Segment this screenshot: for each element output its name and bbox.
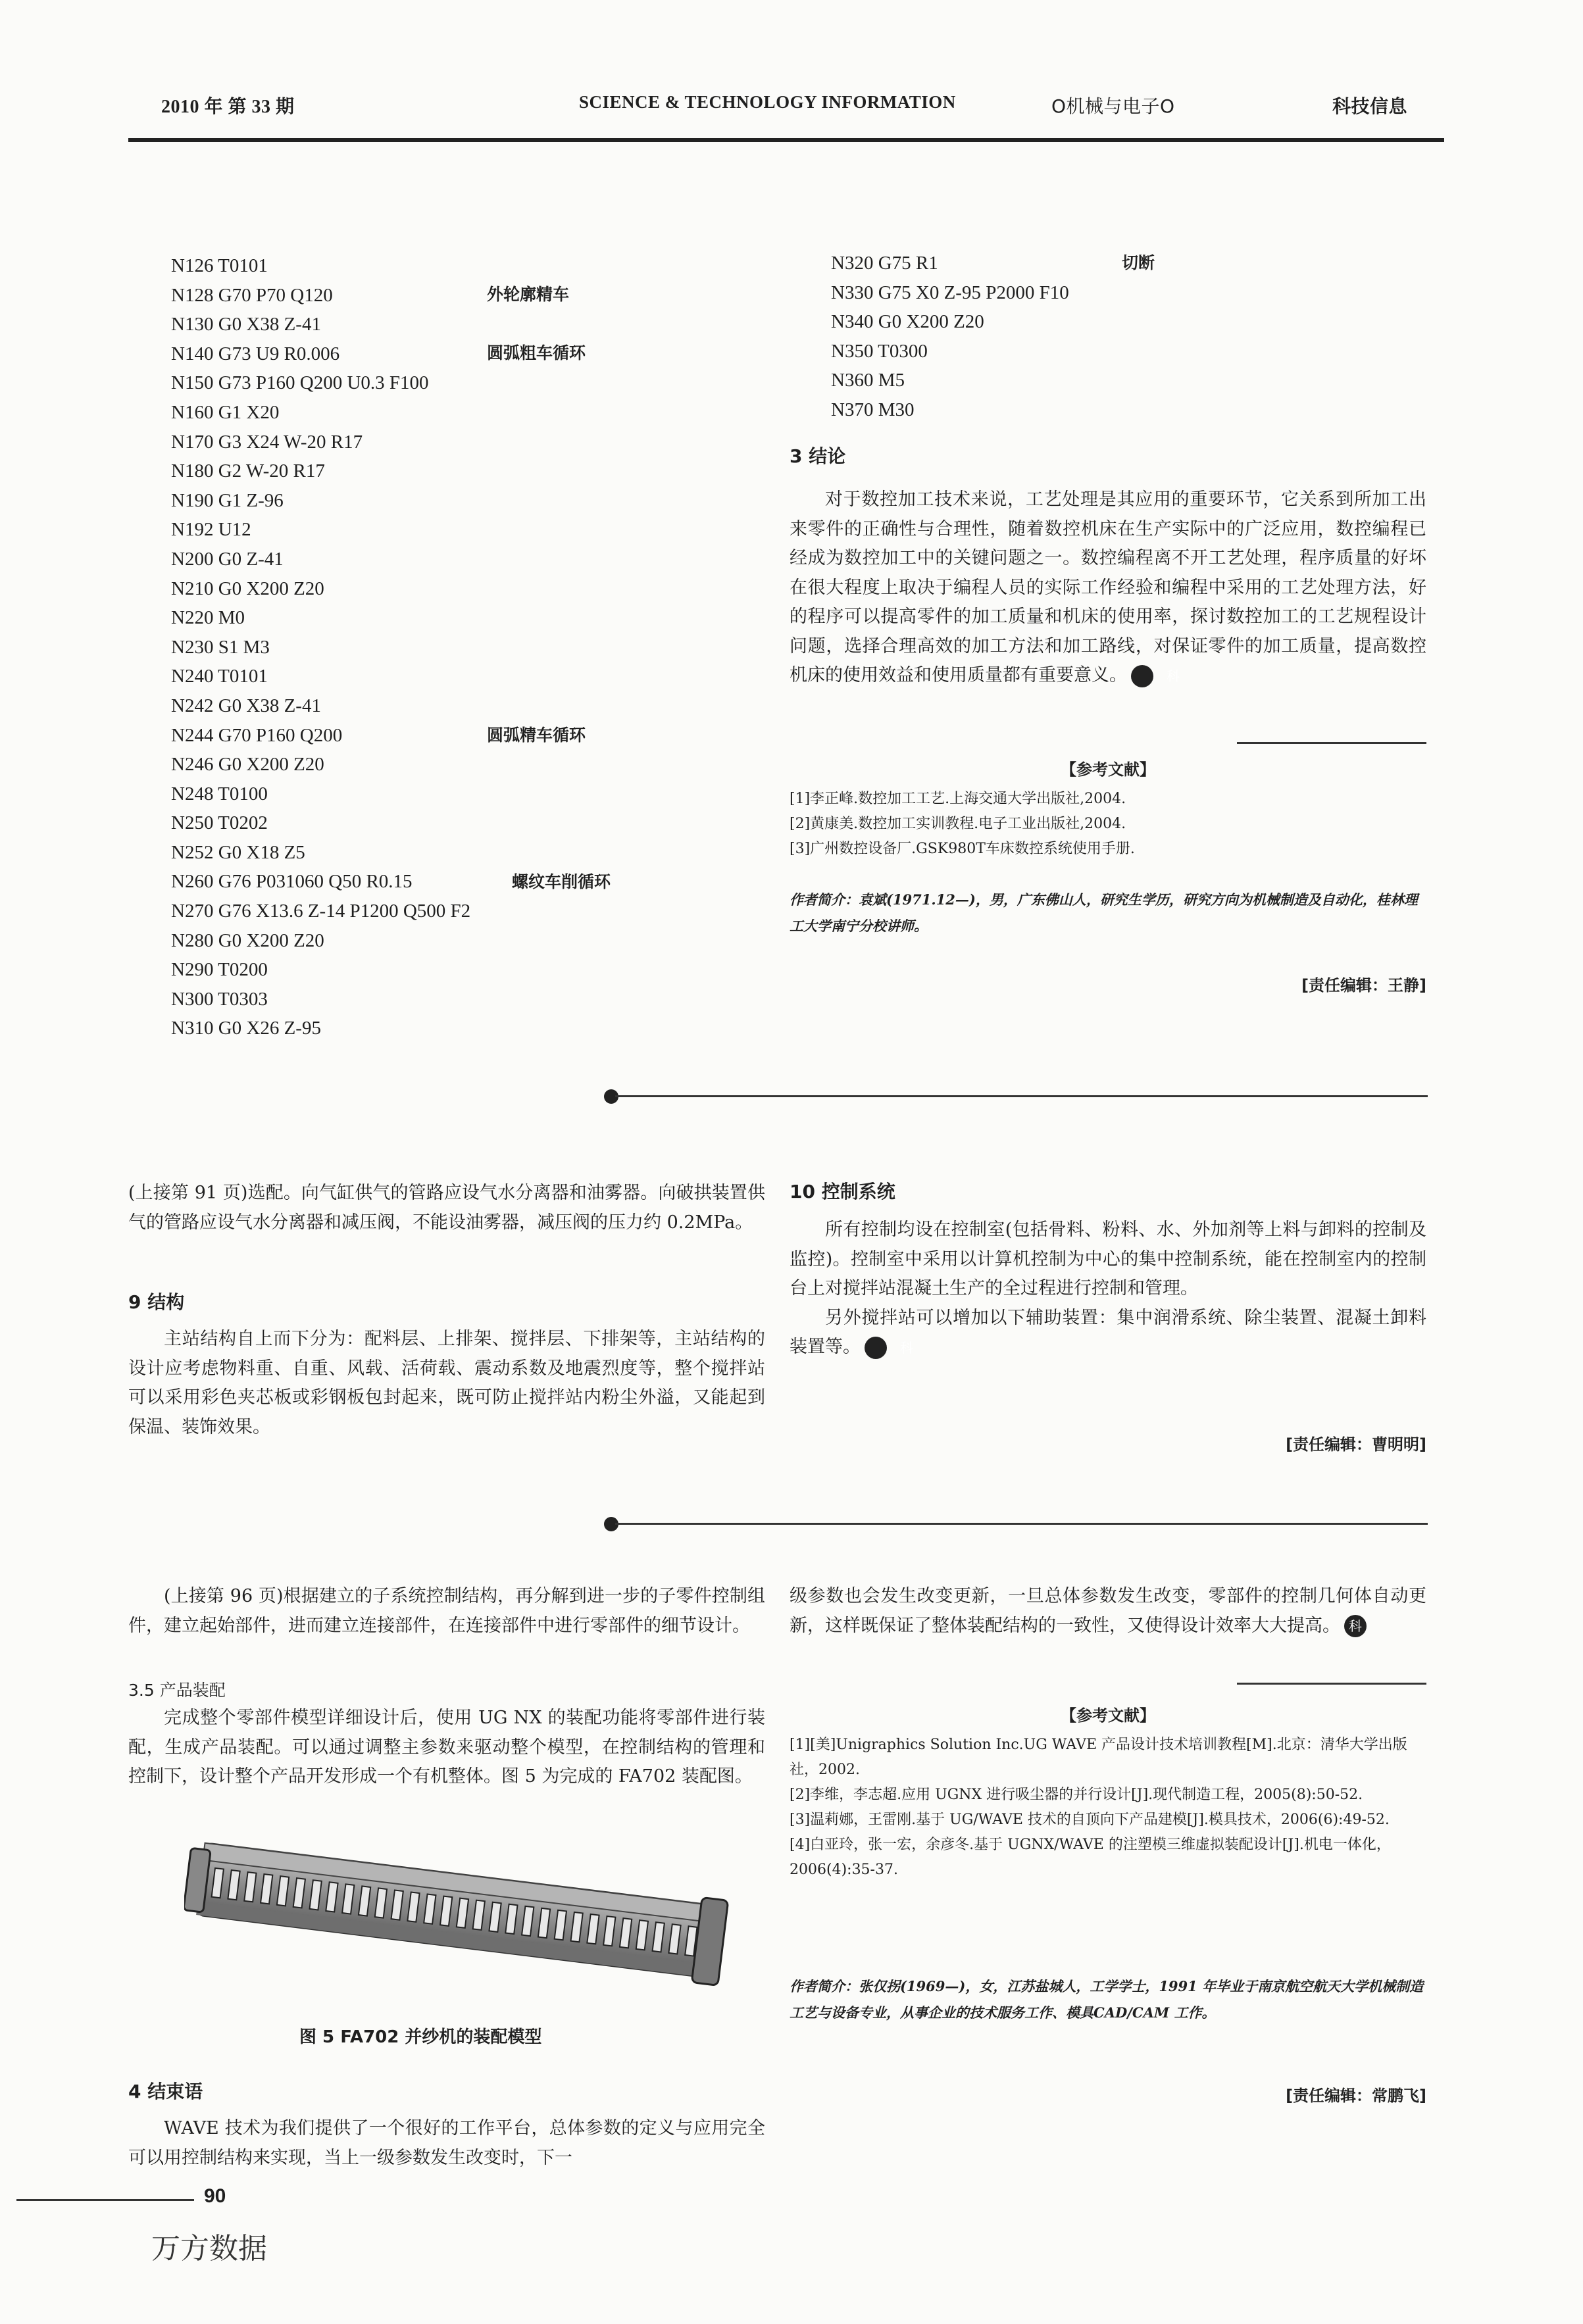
section9-text: 主站结构自上而下分为：配料层、上排架、搅拌层、下排架等，主站结构的设计应考虑物料重、自重、风载、活荷载、震动系数及地震烈度等，整个搅拌站可以采用彩色夹芯板或彩钢板包封起来，既可防止搅拌站内粉尘外溢，又能起到保温、装饰效果。: [128, 1329, 765, 1437]
code-line: N300 T0303: [171, 988, 268, 1010]
continued-text: (上接第 96 页)根据建立的子系统控制结构，再分解到进一步的子零件控制组件，建立起始部件，进而建立连接部件，在连接部件中进行零部件的细节设计。: [128, 1586, 765, 1636]
code-line: N180 G2 W-20 R17: [171, 460, 325, 482]
author-bio-text: 作者简介：张仅拐(1969—)，女，江苏盐城人，工学学士，1991 年毕业于南京航空航天大学机械制造工艺与设备专业，从事企业的技术服务工作、模具CAD/CAM 工作。: [790, 1978, 1424, 2021]
code-line: N320 G75 R1: [831, 253, 938, 274]
conclusion-heading: 3 结论: [790, 445, 846, 467]
section35-heading: 3.5 产品装配: [128, 1681, 226, 1700]
code-line: N126 T0101: [171, 255, 268, 276]
code-comment-arc-finish: 圆弧精车循环: [487, 726, 586, 745]
refs-list-3: [790, 1733, 1426, 1883]
figure-caption: 图 5 FA702 并纱机的装配模型: [299, 2027, 542, 2047]
code-line: N270 G76 X13.6 Z-14 P1200 Q500 F2: [171, 901, 471, 922]
ref-item: [4]白亚玲，张一宏，余彦冬.基于 UGNX/WAVE 的注塑模三维虚拟装配设计[J].机电一体化，2006(4):35-37.: [790, 1837, 1391, 1878]
refs-list-1: [790, 787, 1426, 862]
code-line: N130 G0 X38 Z-41: [171, 314, 321, 335]
section9-body: [128, 1325, 765, 1442]
code-line: N190 G1 Z-96: [171, 489, 284, 511]
ref-item: [1]李正峰.数控加工工艺.上海交通大学出版社,2004.: [790, 791, 1126, 807]
code-line: N260 G76 P031060 Q50 R0.15: [171, 871, 413, 893]
journal-end-mark-icon: 科: [865, 1337, 887, 1359]
journal-end-mark-icon: 科: [1344, 1615, 1367, 1637]
code-listing-right: [831, 249, 1069, 425]
conclusion-text: 对于数控加工技术来说，工艺处理是其应用的重要环节，它关系到所加工出来零件的正确性与合理性，随着数控机床在生产实际中的广泛应用，数控编程已经成为数控加工中的关键问题之一。数控编程离不开工艺处理，程序质量的好坏在很大程度上取决于编程人员的实际工作经验和编程中采用的工艺处理方法，好的程序可以提高零件的加工质量和机床的使用率，探讨数控加工的工艺规程设计问题，选择合理高效的加工方法和加工路线，对保证零件的加工质量，提高数控机床的使用效益和使用质量都有重要意义。: [790, 489, 1426, 685]
refs-heading: 【参考文献】: [1061, 760, 1155, 779]
conclusion-body: [790, 485, 1426, 691]
refs-separator: [1237, 742, 1426, 744]
article3-left-column: [128, 1582, 765, 1641]
code-line: N340 G0 X200 Z20: [831, 311, 984, 333]
header-journal-cn: 科技信息: [1332, 95, 1408, 117]
article-separator-1: [615, 1095, 1428, 1097]
code-comment-arc-rough: 圆弧粗车循环: [487, 343, 586, 362]
code-line: N140 G73 U9 R0.006: [171, 343, 340, 364]
code-line: N242 G0 X38 Z-41: [171, 695, 321, 716]
section4-body: [128, 2114, 765, 2173]
code-line: N246 G0 X200 Z20: [171, 754, 324, 776]
ref-item: [3]广州数控设备厂.GSK980T车床数控系统使用手册.: [790, 841, 1135, 857]
footer-rule: [16, 2199, 194, 2201]
editor-note-2: [责任编辑：曹明明]: [1286, 1435, 1426, 1454]
author-bio-3: [790, 1973, 1426, 2026]
code-line: N170 G3 X24 W-20 R17: [171, 431, 363, 453]
code-line: N230 S1 M3: [171, 636, 270, 658]
code-line: N210 G0 X200 Z20: [171, 578, 324, 599]
section10-heading: 10 控制系统: [790, 1181, 895, 1202]
header-journal-en: SCIENCE & TECHNOLOGY INFORMATION: [579, 92, 956, 112]
code-line: N330 G75 X0 Z-95 P2000 F10: [831, 282, 1069, 303]
section4-text: WAVE 技术为我们提供了一个很好的工作平台，总体参数的定义与应用完全可以用控制结构来实现，当上一级参数发生改变时，下一: [128, 2118, 765, 2168]
continued-text: (上接第 91 页)选配。向气缸供气的管路应设气水分离器和油雾器。向破拱装置供气的管路应设气水分离器和减压阀，不能设油雾器，减压阀的压力约 0.2MPa。: [128, 1183, 765, 1233]
code-line: N192 U12: [171, 519, 251, 541]
refs-heading: 【参考文献】: [1061, 1706, 1155, 1725]
code-comment-thread: 螺纹车削循环: [512, 872, 611, 891]
author-bio-text: 作者简介：袁斌(1971.12—)，男，广东佛山人，研究生学历，研究方向为机械制造及自动化，桂林理工大学南宁分校讲师。: [790, 891, 1418, 934]
code-line: N250 T0202: [171, 812, 268, 834]
editor-note-1: [责任编辑：王静]: [1301, 976, 1426, 995]
code-listing-left: [171, 251, 470, 1043]
fa702-assembly-figure: [184, 1835, 737, 2006]
code-line: N200 G0 Z-41: [171, 548, 284, 570]
watermark-wanfang: 万方数据: [151, 2232, 267, 2265]
code-line: N160 G1 X20: [171, 401, 280, 423]
section4-text-cont: 级参数也会发生改变更新，一旦总体参数发生改变，零部件的控制几何体自动更新，这样既保证了整体装配结构的一致性，又使得设计效率大大提高。: [790, 1586, 1426, 1636]
code-comment-outer-finish: 外轮廓精车: [487, 285, 570, 304]
article-separator-2: [615, 1523, 1428, 1525]
section10-body: [790, 1216, 1426, 1362]
ref-item: [3]温莉娜，王雷刚.基于 UG/WAVE 技术的自顶向下产品建模[J].模具技术，2006(6):49-52.: [790, 1812, 1390, 1828]
code-line: N370 M30: [831, 399, 915, 420]
section4-body-cont: [790, 1582, 1426, 1641]
code-line: N244 G70 P160 Q200: [171, 724, 343, 746]
code-comment-cutoff: 切断: [1122, 253, 1155, 272]
journal-end-mark-icon: 科: [1131, 665, 1153, 687]
header-issue: 2010 年 第 33 期: [161, 97, 295, 117]
section10-text: 所有控制均设在控制室(包括骨料、粉料、水、外加剂等上料与卸料的控制及监控)。控制室中采用以计算机控制为中心的集中控制系统，能在控制室内的控制台上对搅拌站混凝土生产的全过程进行控制和管理。: [790, 1220, 1426, 1298]
editor-note-3: [责任编辑：常鹏飞]: [1286, 2087, 1426, 2105]
ref-item: [1][美]Unigraphics Solution Inc.UG WAVE 产品设计技术培训教程[M].北京：清华大学出版社，2002.: [790, 1737, 1407, 1778]
code-line: N220 M0: [171, 607, 245, 629]
refs-separator: [1237, 1683, 1426, 1685]
page-number: 90: [204, 2185, 226, 2207]
code-line: N280 G0 X200 Z20: [171, 929, 324, 951]
code-line: N128 G70 P70 Q120: [171, 284, 333, 306]
code-line: N248 T0100: [171, 783, 268, 804]
header-section: O机械与电子O: [1051, 95, 1175, 117]
section4-heading: 4 结束语: [128, 2081, 203, 2102]
code-line: N350 T0300: [831, 340, 928, 362]
section35-text: 完成整个零部件模型详细设计后，使用 UG NX 的装配功能将零部件进行装配，生成产品装配。可以通过调整主参数来驱动整个模型，在控制结构的管理和控制下，设计整个产品开发形成一个有机整体。图 5 为完成的 FA702 装配图。: [128, 1708, 765, 1787]
ref-item: [2]黄康美.数控加工实训教程.电子工业出版社,2004.: [790, 816, 1126, 832]
header-rule: [128, 138, 1444, 142]
author-bio-1: [790, 887, 1426, 939]
code-line: N240 T0101: [171, 666, 268, 687]
code-line: N150 G73 P160 Q200 U0.3 F100: [171, 372, 429, 394]
section35-body: [128, 1704, 765, 1792]
section10-text-2: 另外搅拌站可以增加以下辅助装置：集中润滑系统、除尘装置、混凝土卸料装置等。: [790, 1307, 1426, 1357]
code-line: N360 M5: [831, 370, 905, 391]
code-line: N252 G0 X18 Z5: [171, 841, 305, 863]
ref-item: [2]李维，李志超.应用 UGNX 进行吸尘器的并行设计[J].现代制造工程，2005(8):50-52.: [790, 1787, 1363, 1803]
article2-left-column: [128, 1179, 765, 1237]
section9-heading: 9 结构: [128, 1291, 185, 1313]
code-line: N310 G0 X26 Z-95: [171, 1018, 321, 1039]
code-line: N290 T0200: [171, 959, 268, 981]
